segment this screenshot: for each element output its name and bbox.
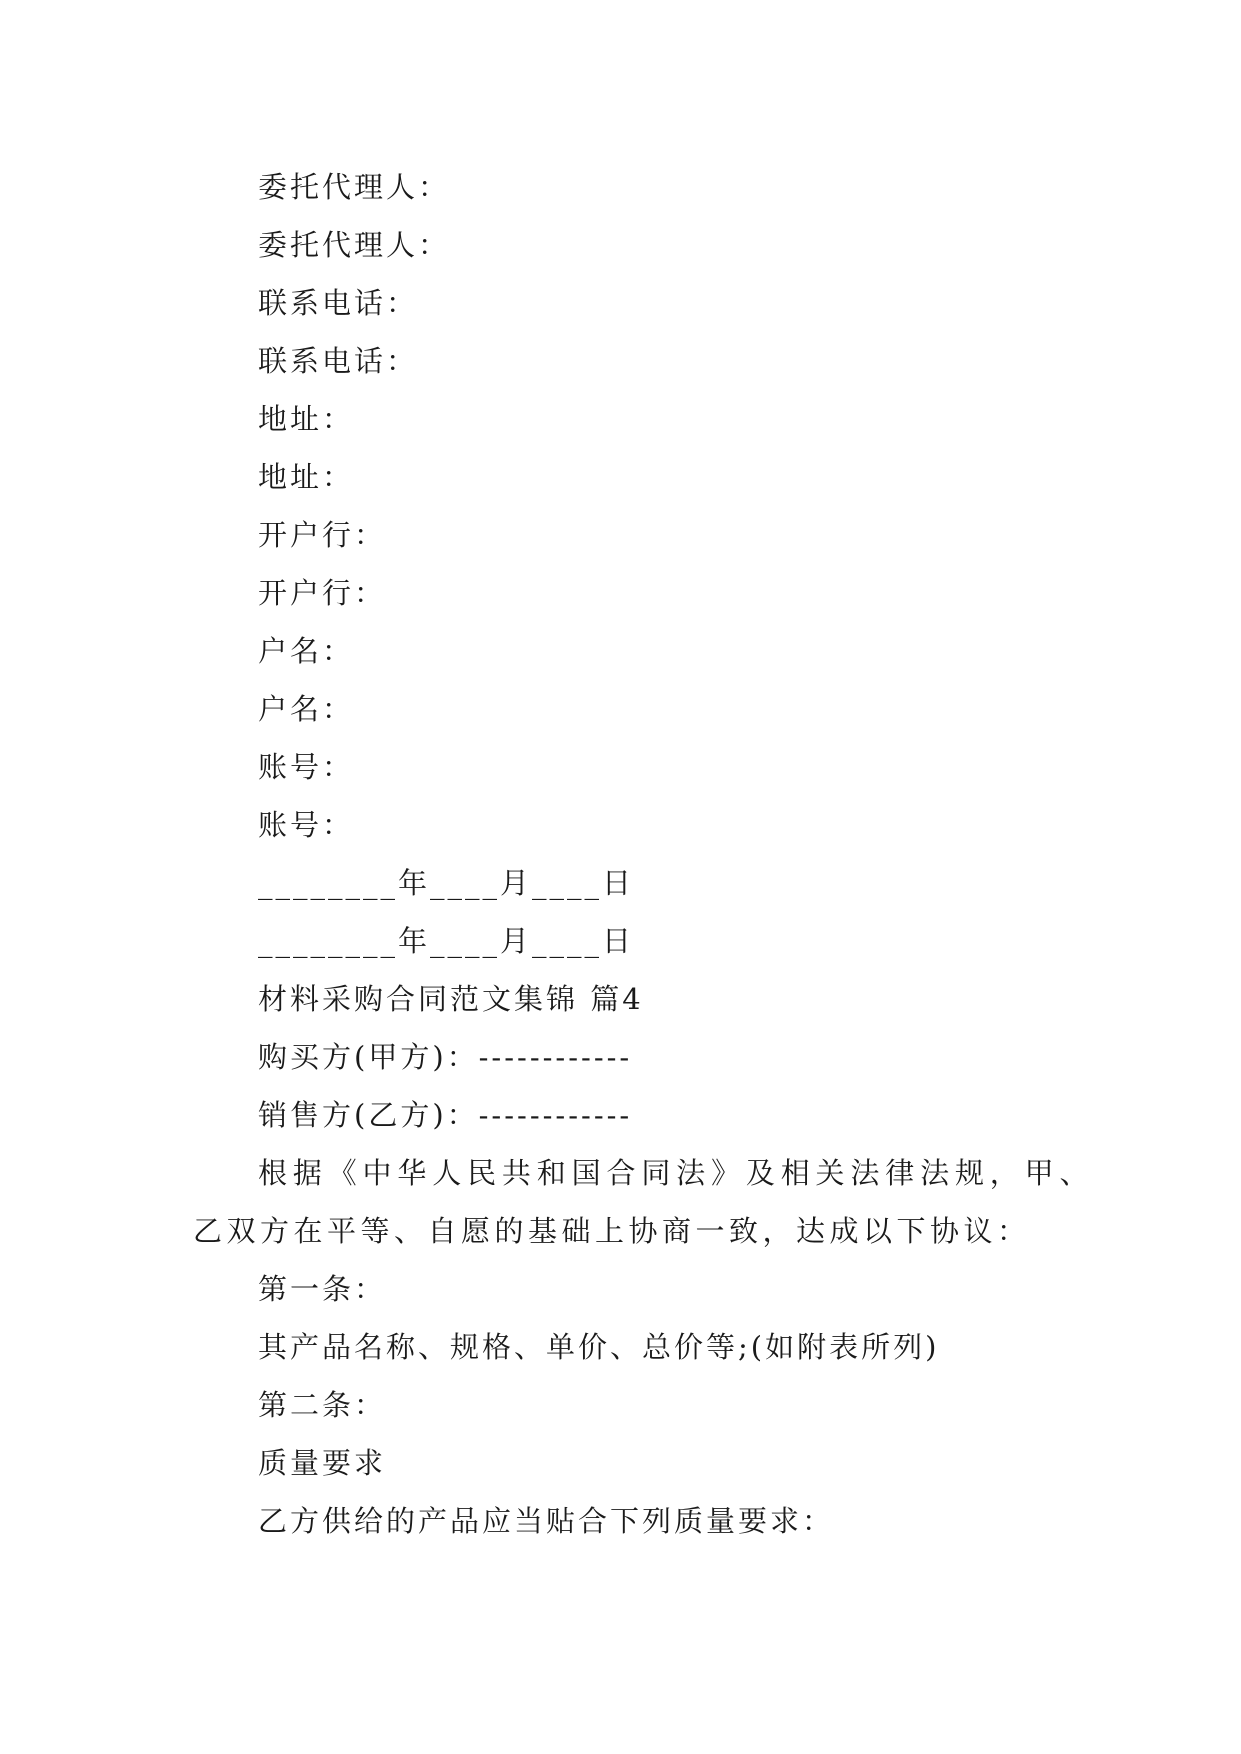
quality-heading: 质量要求 bbox=[258, 1446, 387, 1480]
quality-requirement-line: 乙方供给的产品应当贴合下列质量要求： bbox=[258, 1504, 835, 1538]
bank-label-1: 开户行： bbox=[258, 518, 387, 552]
date-line-1: ________年____月____日 bbox=[258, 866, 635, 900]
bank-label-2: 开户行： bbox=[258, 576, 387, 610]
seller-line: 销售方(乙方)：------------ bbox=[258, 1098, 633, 1132]
section-title: 材料采购合同范文集锦 篇4 bbox=[258, 982, 644, 1016]
account-number-label-2: 账号： bbox=[258, 808, 355, 842]
account-name-label-2: 户名： bbox=[258, 692, 355, 726]
account-name-label-1: 户名： bbox=[258, 634, 355, 668]
article-two-heading: 第二条： bbox=[258, 1388, 387, 1422]
article-one-heading: 第一条： bbox=[258, 1272, 387, 1306]
phone-label-2: 联系电话： bbox=[258, 344, 419, 378]
buyer-line: 购买方(甲方)：------------ bbox=[258, 1040, 633, 1074]
phone-label-1: 联系电话： bbox=[258, 286, 419, 320]
agreement-paragraph: 根据《中华人民共和国合同法》及相关法律法规，甲、乙双方在平等、自愿的基础上协商一致，达成以下协议： bbox=[193, 1156, 1093, 1248]
agent-label-2: 委托代理人： bbox=[258, 228, 451, 262]
account-number-label-1: 账号： bbox=[258, 750, 355, 784]
address-label-1: 地址： bbox=[258, 402, 355, 436]
agent-label-1: 委托代理人： bbox=[258, 170, 451, 204]
article-one-body: 其产品名称、规格、单价、总价等;(如附表所列) bbox=[258, 1330, 940, 1364]
date-line-2: ________年____月____日 bbox=[258, 924, 635, 958]
address-label-2: 地址： bbox=[258, 460, 355, 494]
